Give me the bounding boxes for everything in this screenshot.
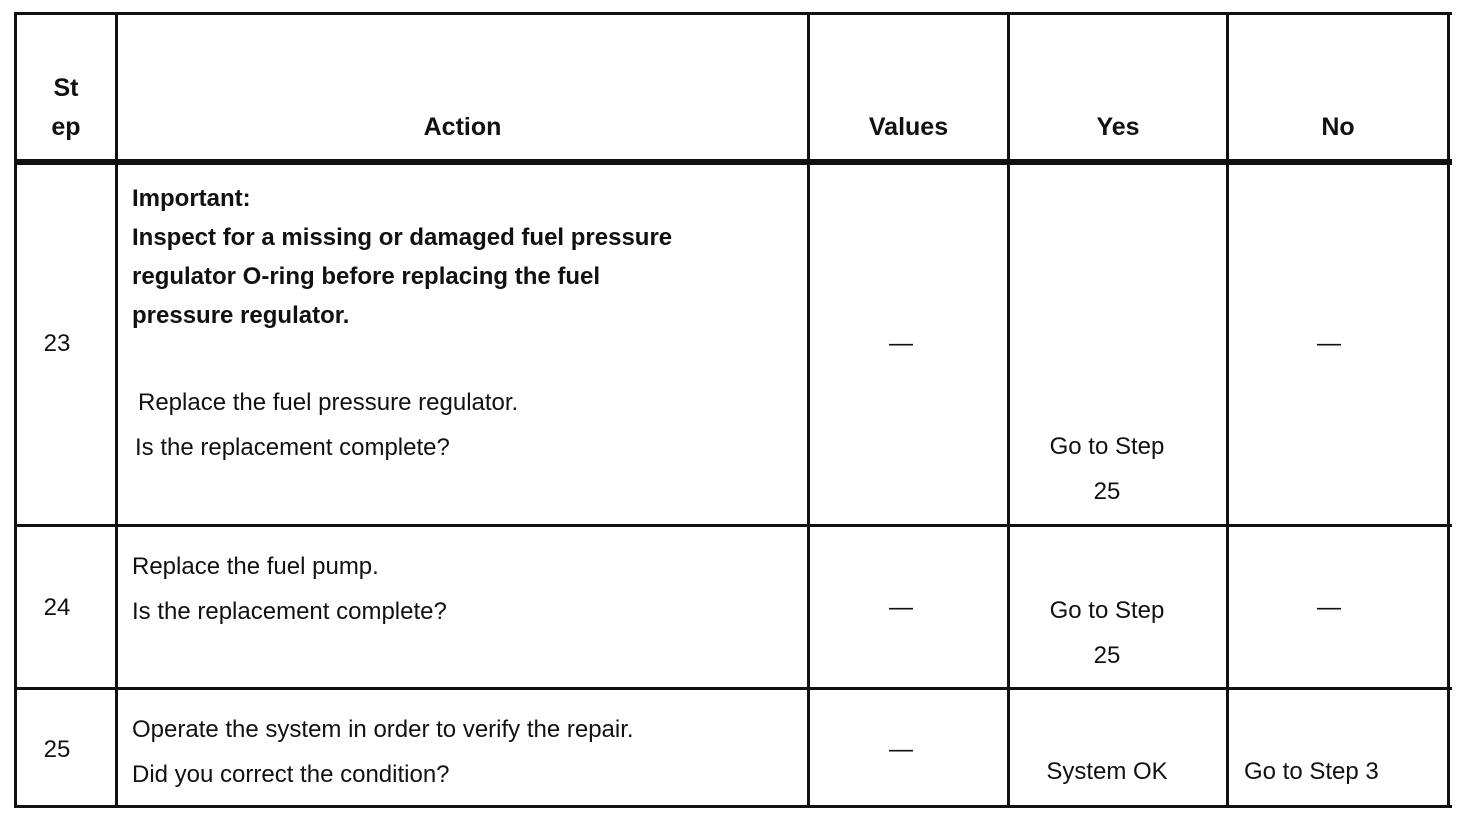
header-no: No [1321, 113, 1355, 141]
action-line: Replace the fuel pressure regulator. [138, 389, 519, 416]
action-line: Is the replacement complete? [132, 598, 447, 625]
header-values: Values [868, 113, 949, 141]
no-cell: Go to Step 3 [1244, 758, 1379, 785]
step-number: 25 [43, 736, 71, 763]
header-step [17, 69, 115, 147]
no-cell: — [1317, 594, 1341, 621]
values-cell: — [889, 736, 913, 763]
values-cell: — [889, 330, 913, 357]
important-line: Inspect for a missing or damaged fuel pressure [132, 224, 673, 251]
yes-cell: System OK [1046, 758, 1168, 785]
header-step-line1: St [53, 74, 79, 102]
yes-line: 25 [1093, 478, 1121, 505]
col-border-right [1447, 12, 1450, 808]
important-line: pressure regulator. [132, 302, 350, 329]
important-line: regulator O-ring before replacing the fuel [132, 263, 601, 290]
yes-cell [1010, 424, 1204, 514]
action-text [132, 544, 802, 634]
action-line: Did you correct the condition? [132, 761, 450, 788]
header-bottom-border [14, 159, 1452, 165]
yes-line: Go to Step [1049, 433, 1165, 460]
no-cell: — [1317, 330, 1341, 357]
table-bottom-border [14, 805, 1452, 808]
action-line: Is the replacement complete? [135, 434, 450, 461]
header-action: Action [423, 113, 502, 141]
action-text [132, 707, 802, 797]
step-number: 24 [43, 594, 71, 621]
yes-line: 25 [1093, 642, 1121, 669]
yes-line: Go to Step [1049, 597, 1165, 624]
step-number: 23 [43, 330, 71, 357]
action-line: Replace the fuel pump. [132, 553, 379, 580]
action-text [135, 380, 798, 470]
row-24-bottom-border [14, 687, 1452, 690]
values-cell: — [889, 594, 913, 621]
header-step-line2: ep [51, 113, 81, 141]
action-line: Operate the system in order to verify the repair. [132, 716, 634, 743]
important-label: Important: [132, 185, 251, 212]
yes-cell [1010, 588, 1204, 678]
row-23-bottom-border [14, 524, 1452, 527]
header-yes: Yes [1096, 113, 1140, 141]
table-top-border [14, 12, 1452, 15]
diagnostic-table [14, 12, 1452, 808]
important-note [132, 179, 802, 335]
